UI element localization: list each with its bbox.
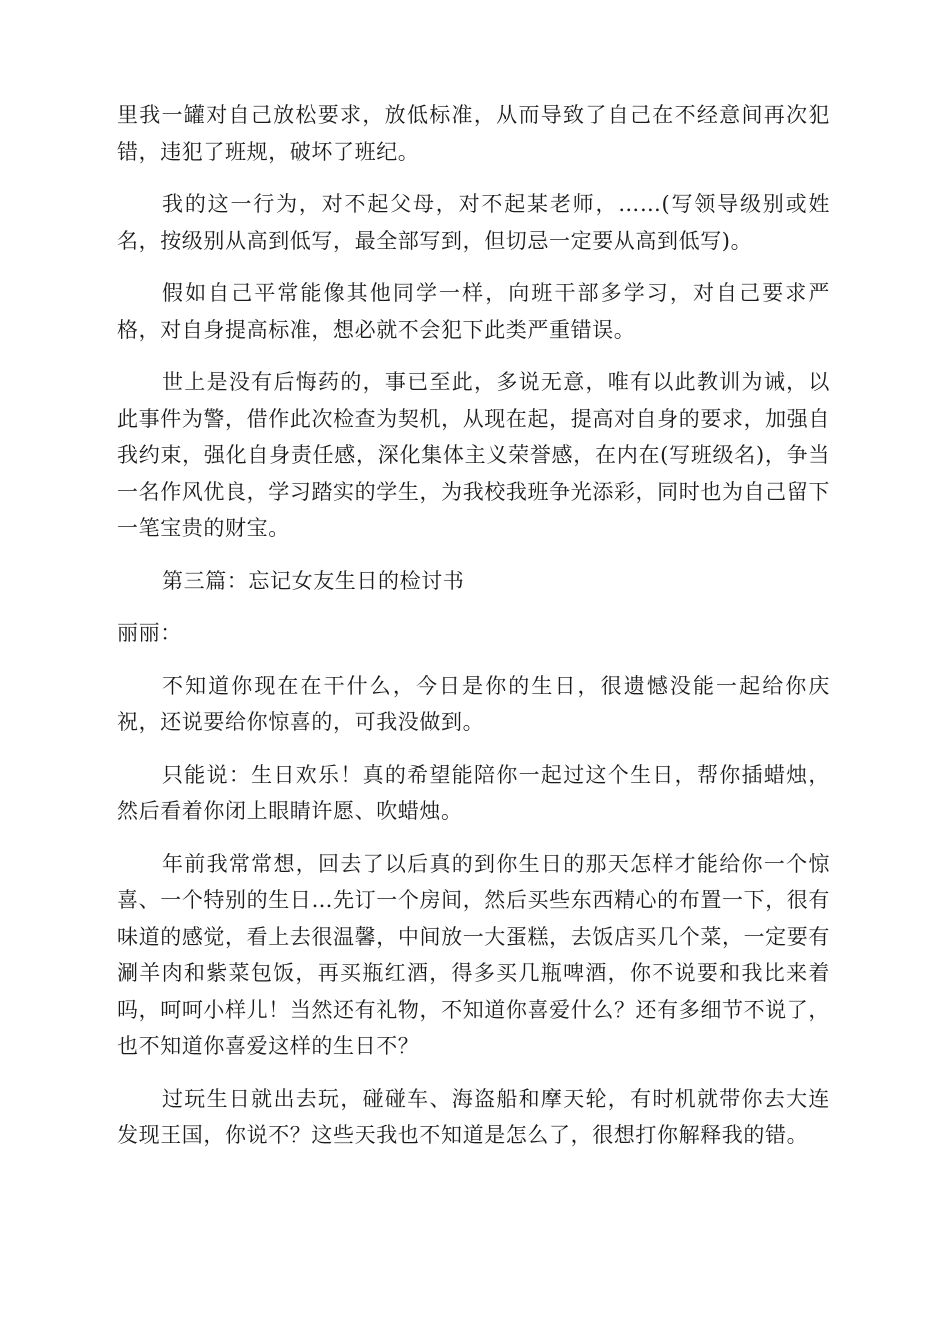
section-heading: 第三篇：忘记女友生日的检讨书 bbox=[162, 568, 465, 593]
paragraph-commitment: 世上是没有后悔药的，事已至此，多说无意，唯有以此教训为诫，以此事件为警，借作此次检查为契机，从现在起，提高对自身的要求，加强自我约束，强化自身责任感，深化集体主义荣誉感，在内在(写班级名)，争当一名作风优良，学习踏实的学生，为我校我班争光添彩，同时也为自己留下一笔宝贵的财宝。 bbox=[117, 370, 830, 540]
letter-paragraph-birthday-wish: 只能说：生日欢乐！真的希望能陪你一起过这个生日，帮你插蜡烛，然后看着你闭上眼睛许愿、吹蜡烛。 bbox=[117, 762, 830, 823]
letter-salutation: 丽丽： bbox=[117, 621, 182, 645]
paragraph-continuation: 里我一罐对自己放松要求，放低标准，从而导致了自己在不经意间再次犯错，违犯了班规，破坏了班纪。 bbox=[117, 103, 830, 164]
paragraph-self-reflection: 假如自己平常能像其他同学一样，向班干部多学习，对自己要求严格，对自身提高标准，想必就不会犯下此类严重错误。 bbox=[117, 281, 830, 342]
letter-paragraph-birthday-plan: 年前我常常想，回去了以后真的到你生日的那天怎样才能给你一个惊喜、一个特别的生日…先订一个房间，然后买些东西精心的布置一下，很有味道的感觉，看上去很温馨，中间放一大蛋糕，去饭店买几个菜，一定要有涮羊肉和紫菜包饭，再买瓶红酒，得多买几瓶啤酒，你不说要和我比来着吗，呵呵小样儿！当然还有礼物，不知道你喜爱什么？还有多细节不说了，也不知道你喜爱这样的生日不？ bbox=[117, 851, 830, 1058]
letter-paragraph-after-birthday: 过玩生日就出去玩，碰碰车、海盗船和摩天轮，有时机就带你去大连发现王国，你说不？这些天我也不知道是怎么了，很想打你解释我的错。 bbox=[117, 1086, 830, 1147]
paragraph-apology-parents-teacher: 我的这一行为，对不起父母，对不起某老师，……(写领导级别或姓名，按级别从高到低写，最全部写到，但切忌一定要从高到低写)。 bbox=[117, 192, 830, 253]
letter-paragraph-birthday-regret: 不知道你现在在干什么，今日是你的生日，很遗憾没能一起给你庆祝，还说要给你惊喜的，可我没做到。 bbox=[117, 673, 830, 734]
